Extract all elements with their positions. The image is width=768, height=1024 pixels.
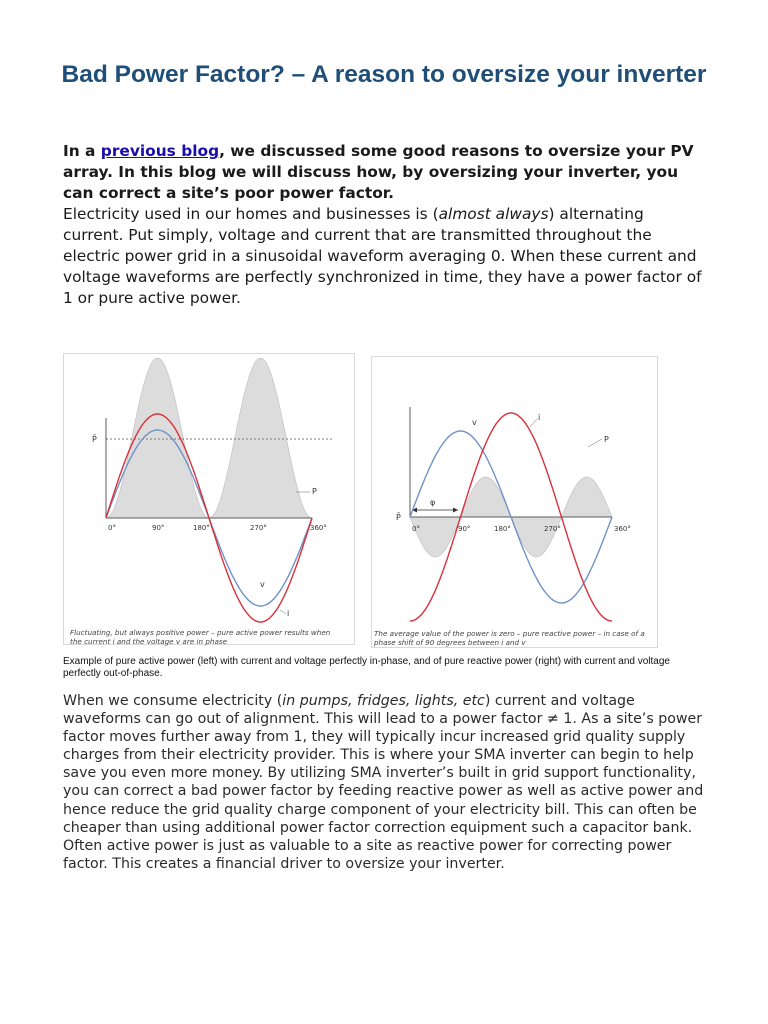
intro-body-end: ) alternating current. Put simply, voltage and current that are transmitted throughout the electric power grid in a sinusoidal waveform averaging 0. When these current and voltage waveforms are perfectly synchronized in time, they have a power factor of 1 or pure active power. bbox=[63, 205, 702, 307]
axis-label-0-right: 0° bbox=[412, 525, 420, 533]
body-paragraph-emphasis: in pumps, fridges, lights, etc bbox=[282, 693, 485, 709]
intro-bold-prefix: In a bbox=[63, 142, 101, 160]
figure-caption: Example of pure active power (left) with current and voltage perfectly in-phase, and of pure reactive power (right) with current and voltage perfectly out-of-phase. bbox=[63, 656, 670, 679]
p-label-left: P bbox=[312, 487, 317, 496]
pbar-label-right: P̄ bbox=[396, 513, 401, 522]
figure-left-caption: Fluctuating, but always positive power – pure active power results when the current i and the voltage v are in phase bbox=[70, 628, 331, 646]
p-label-right: P bbox=[604, 435, 609, 444]
intro-body-start: Electricity used in our homes and businesses is ( bbox=[63, 205, 439, 223]
body-paragraph-start: When we consume electricity ( bbox=[63, 693, 283, 709]
axis-label-90-left: 90° bbox=[152, 524, 165, 532]
i-label-left: i bbox=[287, 609, 290, 618]
axis-label-180-left: 180° bbox=[193, 524, 210, 532]
figure-in-phase bbox=[63, 353, 355, 645]
body-paragraph-end: ) current and voltage waveforms can go out of alignment. This will lead to a power factor ≠ 1. As a site’s power factor moves further away from 1, they will typically incur increased grid quality supply charges from their electricity provider. This is where your SMA inverter can begin to help save you even more money. By utilizing SMA inverter’s built in grid support functionality, you can correct a bad power factor by feeding reactive power as well as active power and hence reduce the grid quality charge component of your electricity bill. This can often be cheaper than using additional power factor correction equipment such a capacitor bank. Often active power is just as valuable to a site as reactive power for correcting power factor. This creates a financial driver to oversize your inverter. bbox=[63, 693, 704, 872]
figure-right-caption: The average value of the power is zero – pure reactive power – in case of a phase shift of 90 degrees between i and v bbox=[374, 629, 645, 647]
power-curve-left bbox=[106, 358, 312, 518]
axis-label-270-left: 270° bbox=[250, 524, 267, 532]
phi-label: φ bbox=[430, 498, 436, 507]
intro-bold-rest: , we discussed some good reasons to oversize your PV array. In this blog we will discuss how, by oversizing your inverter, you can correct a site’s poor power factor. bbox=[63, 142, 694, 202]
figure-out-of-phase bbox=[371, 356, 658, 648]
page-title: Bad Power Factor? – A reason to oversize your inverter bbox=[61, 61, 707, 88]
v-label-left: v bbox=[260, 580, 265, 589]
axis-label-0-left: 0° bbox=[108, 524, 116, 532]
intro-paragraph bbox=[63, 141, 708, 309]
out-of-phase-waveform-diagram bbox=[372, 357, 657, 627]
axis-label-270-right: 270° bbox=[544, 525, 561, 533]
i-label-right: i bbox=[538, 413, 541, 422]
axis-label-180-right: 180° bbox=[494, 525, 511, 533]
intro-body-emphasis: almost always bbox=[438, 205, 549, 223]
body-paragraph bbox=[63, 692, 708, 873]
v-label-right: v bbox=[472, 418, 477, 427]
axis-label-360-left: 360° bbox=[310, 524, 327, 532]
axis-label-90-right: 90° bbox=[458, 525, 471, 533]
in-phase-waveform-diagram bbox=[64, 354, 354, 624]
axis-label-360-right: 360° bbox=[614, 525, 631, 533]
pbar-label-left: P̄ bbox=[92, 435, 97, 444]
previous-blog-link[interactable]: previous blog bbox=[100, 142, 220, 160]
